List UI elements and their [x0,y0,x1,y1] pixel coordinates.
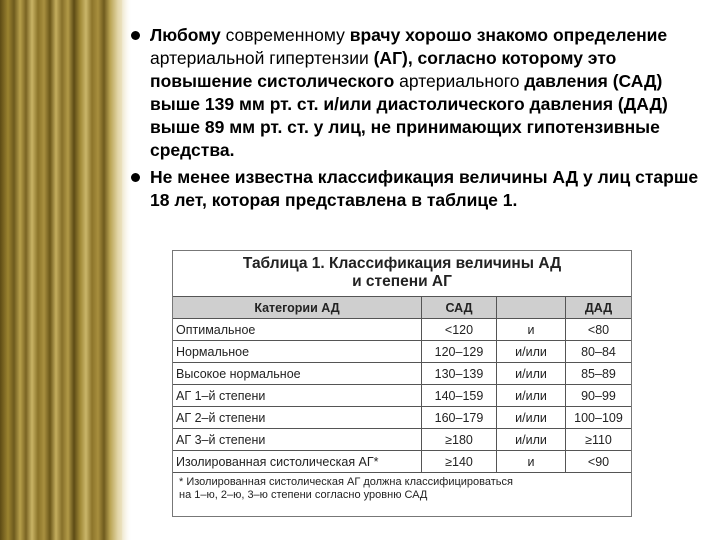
table-row [173,429,631,451]
cell-dad: <90 [566,451,632,473]
cell-dad: 85–89 [566,363,632,385]
table-title-line2: и степени АГ [352,273,452,290]
cell-conjunction: и [497,319,566,341]
bullet-dot-icon [131,173,140,182]
cell-dad: 80–84 [566,341,632,363]
cell-conjunction: и/или [497,363,566,385]
table-row [173,407,631,429]
table-row [173,385,631,407]
cell-category: Нормальное [173,341,422,363]
table-row [173,319,631,341]
cell-conjunction: и/или [497,407,566,429]
cell-conjunction: и/или [497,385,566,407]
text-run: артериальной гипертензии [150,48,374,68]
decorative-side-panel [0,0,132,540]
header-dad: ДАД [566,297,632,319]
bp-classification-table [172,250,632,517]
cell-category: АГ 2–й степени [173,407,422,429]
cell-sad: ≥180 [422,429,497,451]
cell-category: АГ 3–й степени [173,429,422,451]
table-row [173,363,631,385]
table-row [173,341,631,363]
text-run: давления (САД) выше 139 мм рт. ст. и/или диастолического давления (ДАД) выше 89 мм рт. ст. у лиц, не принимающих гипотензивные средства. [150,71,668,160]
header-sad: САД [422,297,497,319]
cell-sad: 160–179 [422,407,497,429]
cell-dad: 100–109 [566,407,632,429]
cell-conjunction: и [497,451,566,473]
table-title-line1: Таблица 1. Классификация величины АД [242,255,562,272]
cell-dad: <80 [566,319,632,341]
cell-sad: ≥140 [422,451,497,473]
text-run: врачу хорошо знакомо определение [349,25,668,45]
cell-sad: <120 [422,319,497,341]
cell-conjunction: и/или [497,429,566,451]
cell-dad: 90–99 [566,385,632,407]
footnote-line1: * Изолированная систолическая АГ должна классифицироваться [179,476,513,488]
text-run: современному [220,25,350,45]
cell-category: Оптимальное [173,319,422,341]
cell-category: АГ 1–й степени [173,385,422,407]
text-run: (АГ), согласно которому это повышение систолического [150,48,617,91]
cell-dad: ≥110 [566,429,632,451]
cell-sad: 130–139 [422,363,497,385]
table-header-row [173,297,631,319]
header-category: Категории АД [173,297,422,319]
bullet-paragraph-definition [130,24,705,162]
table-row [173,451,631,473]
slide-body [130,24,705,212]
cell-category: Высокое нормальное [173,363,422,385]
table-footnote [173,473,631,505]
cell-conjunction: и/или [497,341,566,363]
table-grid [173,297,631,473]
header-blank [497,297,566,319]
bullet-paragraph-classification [130,166,705,212]
text-run: Не менее известна классификация величины АД у лиц старше 18 лет, которая представлена в таблице 1. [150,167,699,210]
table-title [173,251,631,297]
text-run: артериального [394,71,525,91]
footnote-line2: на 1–ю, 2–ю, 3–ю степени согласно уровню САД [179,489,428,501]
cell-category: Изолированная систолическая АГ* [173,451,422,473]
cell-sad: 120–129 [422,341,497,363]
bullet-dot-icon [131,31,140,40]
cell-sad: 140–159 [422,385,497,407]
text-run: Любому [150,25,221,45]
